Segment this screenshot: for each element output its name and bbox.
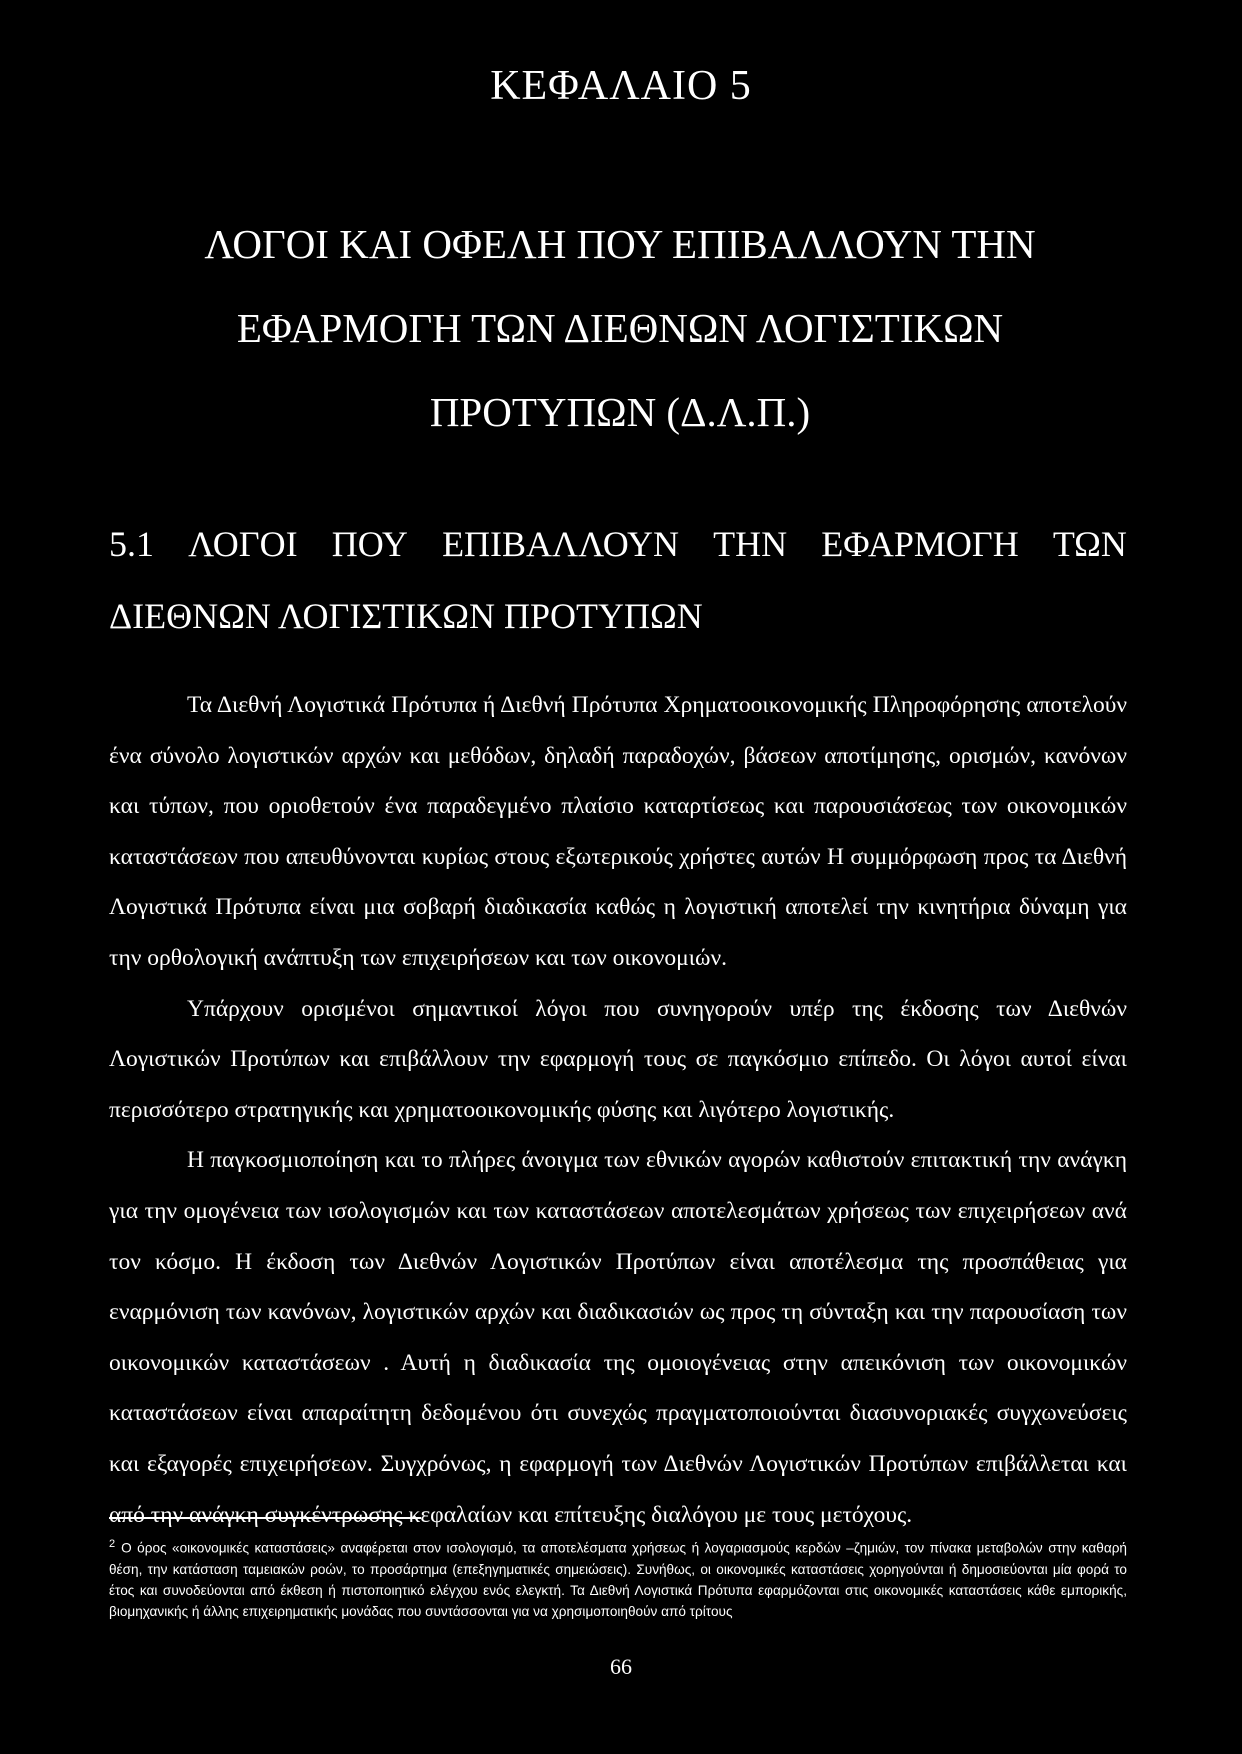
paragraph: Τα Διεθνή Λογιστικά Πρότυπα ή Διεθνή Πρότυπα Χρηματοοικονομικής Πληροφόρησης αποτελούν ένα σύνολο λογιστικών αρχών και μεθόδων, δηλαδή παραδοχών, βάσεων αποτίμησης, ορισμών, κανόνων και τύπων, που οριοθετούν ένα παραδεγμένο πλαίσιο καταρτίσεως και παρουσιάσεως των οικονομικών καταστάσεων που απευθύνονται κυρίως στους εξωτερικούς χρήστες αυτών Η συμμόρφωση προς τα Διεθνή Λογιστικά Πρότυπα είναι μια σοβαρή διαδικασία καθώς η λογιστική αποτελεί την κινητήρια δύναμη για την ορθολογική ανάπτυξη των επιχειρήσεων και των οικονομιών. xyxy=(109,692,1127,971)
chapter-title-line-1: ΛΟΓΟΙ ΚΑΙ ΟΦΕΛΗ ΠΟΥ ΕΠΙΒΑΛΛΟΥΝ ΤΗΝ xyxy=(204,221,1036,267)
section-heading-word: ΤΗΝ xyxy=(713,524,788,564)
section-heading-word: ΠΟΥ xyxy=(331,524,408,564)
page-number: 66 xyxy=(610,1654,632,1679)
section-heading-line-1 xyxy=(109,508,1127,580)
section-heading-line-2: ΔΙΕΘΝΩΝ ΛΟΓΙΣΤΙΚΩΝ ΠΡΟΤΥΠΩΝ xyxy=(109,596,703,636)
chapter-title-line-2: ΕΦΑΡΜΟΓΗ ΤΩΝ ΔΙΕΘΝΩΝ ΛΟΓΙΣΤΙΚΩΝ xyxy=(236,305,1004,351)
section-heading-word: ΛΟΓΟΙ xyxy=(188,524,298,564)
section-heading-word: 5.1 xyxy=(109,524,154,564)
section-heading-word: ΕΠΙΒΑΛΛΟΥΝ xyxy=(442,524,679,564)
section-heading-word: ΤΩΝ xyxy=(1052,524,1127,564)
paragraph: Η παγκοσμιοποίηση και το πλήρες άνοιγμα των εθνικών αγορών καθιστούν επιτακτική την ανάγκη για την ομογένεια των ισολογισμών και των καταστάσεων αποτελεσμάτων χρήσεως των επιχειρήσεων ανά τον κόσμο. Η έκδοση των Διεθνών Λογιστικών Προτύπων είναι αποτέλεσμα της προσπάθειας για εναρμόνιση των κανόνων, λογιστικών αρχών και διαδικασιών ως προς τη σύνταξη και την παρουσίαση των οικονομικών καταστάσεων . Αυτή η διαδικασία της ομοιογένειας στην απεικόνιση των οικονομικών καταστάσεων είναι απαραίτητη δεδομένου ότι συνεχώς πραγματοποιούνται διασυνοριακές συγχωνεύσεις και εξαγορές επιχειρήσεων. Συγχρόνως, η εφαρμογή των Διεθνών Λογιστικών Προτύπων επιβάλλεται και από την ανάγκη συγκέντρωσης κεφαλαίων και επίτευξης διαλόγου με τους μετόχους. xyxy=(109,1147,1127,1528)
chapter-heading: ΚΕΦΑΛΑΙΟ 5 xyxy=(490,63,752,109)
chapter-title-line-3: ΠΡΟΤΥΠΩΝ (Δ.Λ.Π.) xyxy=(429,389,811,435)
body-text xyxy=(109,680,1127,1540)
footnote-text: Ο όρος «οικονομικές καταστάσεις» αναφέρεται στον ισολογισμό, τα αποτελέσματα χρήσεως ή λογαριασμούς κερδών –ζημιών, τον πίνακα μεταβολών στην καθαρή θέση, την κατάσταση ταμειακών ροών, το προσάρτημα (επεξηγηματικές σημειώσεις). Συνήθως, οι οικονομικές καταστάσεις χορηγούνται ή δημοσιεύονται μία φορά το έτος και συνοδεύονται από έκθεση ή πιστοποιητικό ελέγχου ενός ελεγκτή. Τα Διεθνή Λογιστικά Πρότυπα εφαρμόζονται στις οικονομικές καταστάσεις κάθε εμπορικής, βιομηχανικής ή άλλης επιχειρηματικής μονάδας που συντάσσονται για να χρησιμοποιηθούν από τρίτους xyxy=(109,1540,1127,1619)
chapter-title xyxy=(120,202,1120,454)
footnote-divider xyxy=(109,1517,421,1519)
section-heading-word: ΕΦΑΡΜΟΓΗ xyxy=(821,524,1019,564)
section-heading xyxy=(109,508,1127,652)
footnote-marker: 2 xyxy=(109,1538,116,1550)
footnote xyxy=(109,1534,1127,1622)
paragraph: Υπάρχουν ορισμένοι σημαντικοί λόγοι που συνηγορούν υπέρ της έκδοσης των Διεθνών Λογιστικών Προτύπων και επιβάλλουν την εφαρμογή τους σε παγκόσμιο επίπεδο. Οι λόγοι αυτοί είναι περισσότερο στρατηγικής και χρηματοοικονομικής φύσης και λιγότερο λογιστικής. xyxy=(109,995,1127,1123)
